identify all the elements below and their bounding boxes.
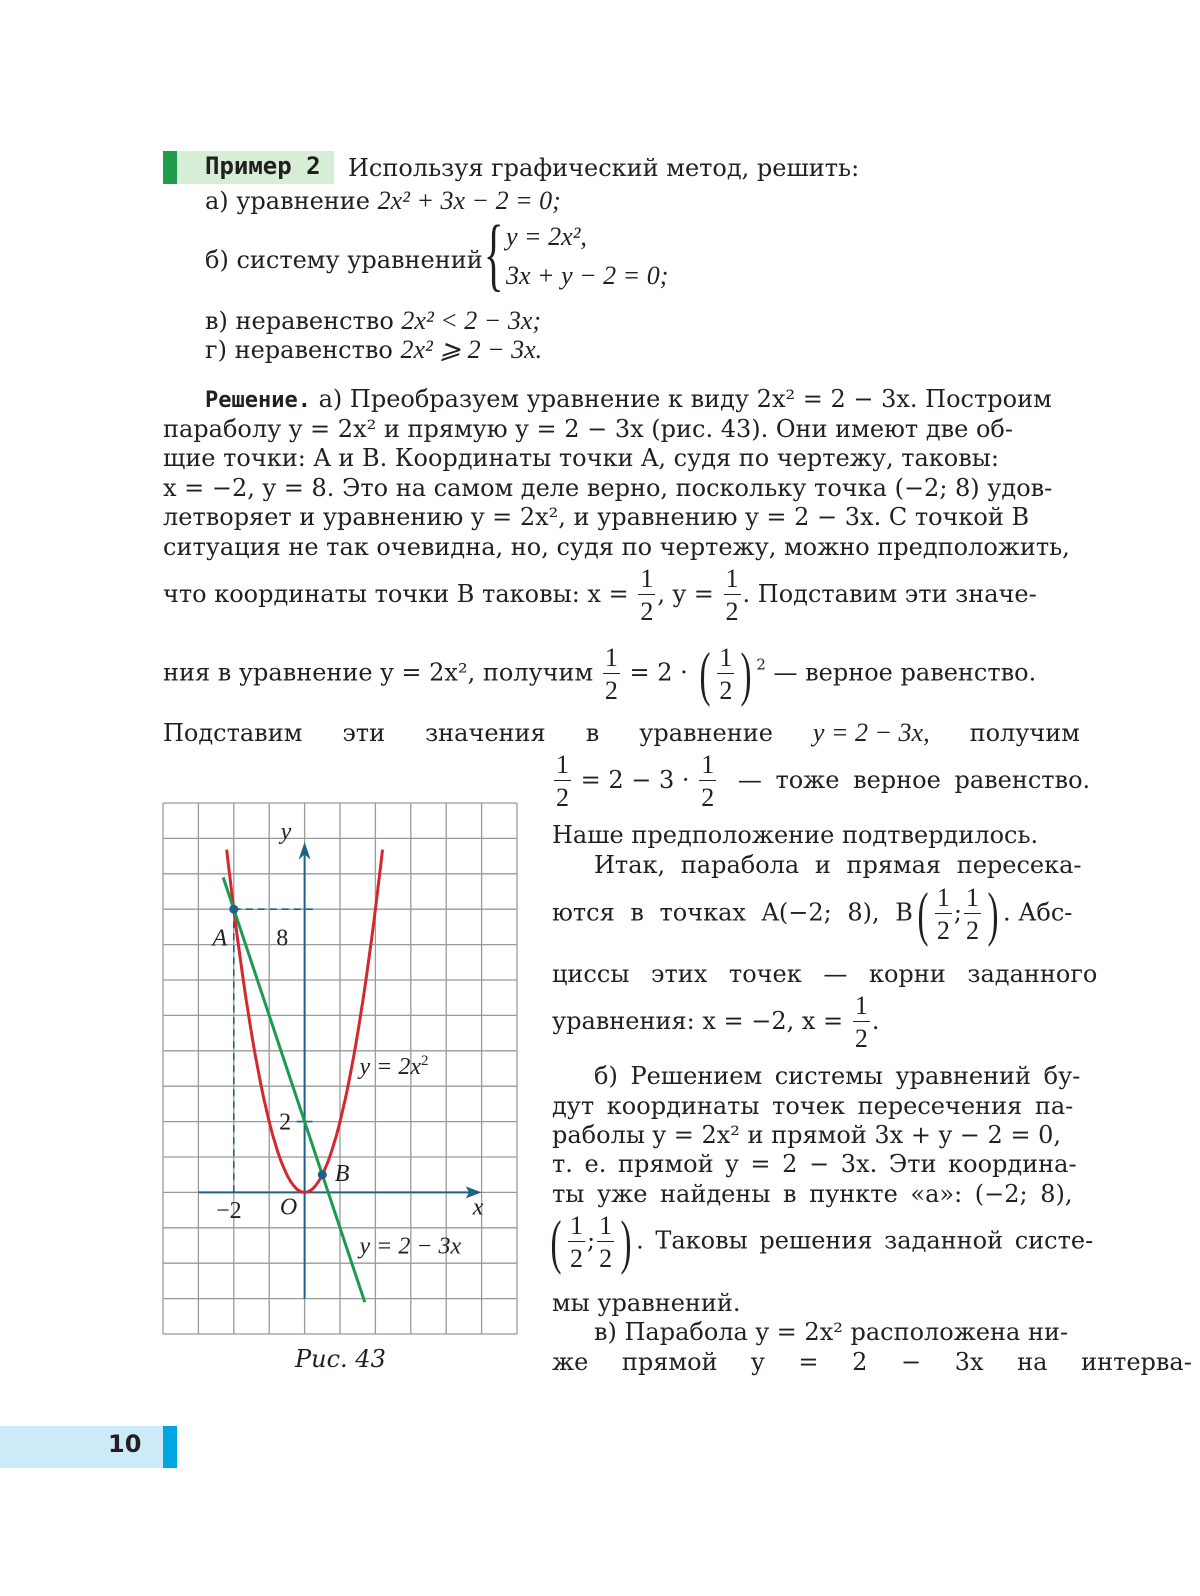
frac-num: 1 xyxy=(556,750,569,779)
left-paren: ( xyxy=(550,1209,562,1275)
frac-num: 1 xyxy=(965,882,979,912)
line13-pre: ются в точках A(−2; 8), B xyxy=(552,898,913,927)
solution-line-14: циссы этих точек — корни заданного xyxy=(552,960,1098,988)
solution-line-6: ситуация не так очевидна, но, судя по чертежу, можно предположить, xyxy=(163,533,1070,561)
part-b-line-6: ( $\frac{1}{2}$ ; $\frac{1}{2}$ ) . Таковы решения заданной систе- xyxy=(550,1209,1094,1275)
line8-pre: ния в уравнение y = 2x², получим xyxy=(163,658,594,687)
frac-num: 1 xyxy=(640,564,654,593)
task-a-prefix: а) уравнение xyxy=(205,187,370,215)
part-b-line-5: ты уже найдены в пункте «а»: (−2; 8), xyxy=(552,1180,1073,1208)
solution-line-10 xyxy=(552,752,1090,811)
line15-post: . xyxy=(871,1007,880,1035)
fraction-half xyxy=(699,752,716,811)
word: эти xyxy=(342,719,386,747)
frac-num: 1 xyxy=(599,1210,613,1240)
word: Подставим xyxy=(163,719,303,747)
example-label xyxy=(177,151,334,184)
solution-line-13: ются в точках A(−2; 8), B( $\frac{1}{2}$ ; $\frac{1}{2}$ ) . Абс- xyxy=(552,881,1073,947)
figure-43-graph xyxy=(162,802,519,1336)
solution-line-4: x = −2, y = 8. Это на самом деле верно, поскольку точка (−2; 8) удов- xyxy=(163,474,1053,502)
line10-post: — тоже верное равенство. xyxy=(737,766,1091,794)
frac-num: 1 xyxy=(936,882,950,912)
x-axis-label: x xyxy=(472,1194,484,1221)
system-eq1: y = 2x², xyxy=(506,222,587,251)
line7-post: . Подставим эти значе- xyxy=(742,580,1037,608)
frac-num: 1 xyxy=(725,564,739,593)
y-axis-label: y xyxy=(280,818,292,845)
fraction-half xyxy=(964,882,981,945)
word: получим xyxy=(969,719,1080,747)
fraction-half xyxy=(554,752,571,811)
frac-den: 2 xyxy=(604,675,618,705)
line-label: y = 2 − 3x xyxy=(359,1233,462,1260)
part-b-line-4: т. е. прямой y = 2 − 3x. Эти координа- xyxy=(552,1150,1077,1178)
fraction-half xyxy=(717,642,734,705)
exponent: 2 xyxy=(756,655,766,674)
fraction-half xyxy=(638,566,655,625)
solution-line-8 xyxy=(163,641,1037,707)
task-c xyxy=(205,306,541,336)
part-b-line-1: б) Решением системы уравнений бу- xyxy=(594,1062,1081,1090)
word: y = 2 − 3x, xyxy=(812,718,930,747)
solution-text: а) Преобразуем уравнение к виду 2x² = 2 − 3x. Построим xyxy=(318,385,1052,413)
part-c-line-2: же прямой y = 2 − 3x на интерва- xyxy=(552,1348,1192,1376)
frac-den: 2 xyxy=(965,915,979,945)
figure-caption: Рис. 43 xyxy=(295,1345,386,1373)
frac-den: 2 xyxy=(719,675,733,705)
point-b xyxy=(318,1170,327,1179)
point-a xyxy=(229,905,238,914)
point-a-label: A xyxy=(212,925,228,952)
solution-line-12: Итак, парабола и прямая пересека- xyxy=(594,851,1082,879)
line-curve xyxy=(223,877,365,1302)
word: в xyxy=(585,719,600,747)
fraction-half xyxy=(853,993,870,1052)
solution-line-9 xyxy=(163,718,1080,748)
system-brace: { xyxy=(483,208,504,299)
parabola-label: $y = 2x^2$ xyxy=(359,1053,429,1081)
frac-den: 2 xyxy=(640,597,654,626)
right-paren: ) xyxy=(987,881,999,947)
solution-line-7 xyxy=(163,566,1037,625)
task-b-prefix: б) систему уравнений xyxy=(205,246,483,274)
solution-line-5: летворяет и уравнению y = 2x², и уравнению y = 2 − 3x. С точкой B xyxy=(163,503,1030,531)
line7-pre: что координаты точки B таковы: x = xyxy=(163,580,629,608)
frac-num: 1 xyxy=(719,642,733,672)
part-b-line-2: дут координаты точек пересечения па- xyxy=(552,1092,1074,1120)
solution-line-2: параболу y = 2x² и прямую y = 2 − 3x (рис. 43). Они имеют две об- xyxy=(163,415,1013,443)
right-paren: ) xyxy=(740,641,752,707)
example-label-text: Пример 2 xyxy=(205,152,321,180)
right-paren: ) xyxy=(620,1209,632,1275)
x-tick-label-neg2: −2 xyxy=(216,1198,242,1225)
task-d-expr: 2x² ⩾ 2 − 3x. xyxy=(400,335,543,364)
fraction-half xyxy=(724,566,741,625)
frac-den: 2 xyxy=(936,915,950,945)
line10-eq: = 2 − 3 · xyxy=(580,766,690,794)
part-b-end: мы уравнений. xyxy=(552,1289,741,1317)
solution-line-3: щие точки: A и B. Координаты точки A, судя по чертежу, таковы: xyxy=(163,444,999,472)
frac-num: 1 xyxy=(701,750,715,779)
example-accent-bar xyxy=(163,151,177,184)
point-b-label: B xyxy=(334,1160,350,1187)
solution-line-15 xyxy=(552,993,879,1052)
frac-num: 1 xyxy=(604,642,618,672)
task-d-prefix: г) неравенство xyxy=(205,336,393,364)
task-a xyxy=(205,186,561,216)
fraction-half xyxy=(597,1210,614,1273)
task-d xyxy=(205,335,542,365)
fraction-half xyxy=(935,882,952,945)
part-b-tail: . Таковы решения заданной систе- xyxy=(636,1226,1094,1255)
frac-num: 1 xyxy=(569,1210,583,1240)
frac-den: 2 xyxy=(599,1243,613,1273)
y-tick-label-2: 2 xyxy=(279,1109,292,1136)
left-paren: ( xyxy=(917,881,929,947)
task-c-prefix: в) неравенство xyxy=(205,307,394,335)
frac-den: 2 xyxy=(701,783,715,812)
line15-pre: уравнения: x = −2, x = xyxy=(552,1007,844,1035)
frac-den: 2 xyxy=(556,783,569,812)
fraction-half xyxy=(603,642,620,705)
system-eq2: 3x + y − 2 = 0; xyxy=(506,261,669,290)
example-task: Используя графический метод, решить: xyxy=(348,154,860,182)
frac-den: 2 xyxy=(854,1024,868,1053)
solution-heading: Решение. xyxy=(205,388,311,413)
left-paren: ( xyxy=(699,641,711,707)
page-number-accent xyxy=(163,1426,177,1468)
line13-post: . Абс- xyxy=(1002,898,1073,927)
task-c-expr: 2x² < 2 − 3x; xyxy=(401,306,542,335)
solution-line-1 xyxy=(205,384,1080,416)
frac-den: 2 xyxy=(569,1243,583,1273)
fraction-half xyxy=(568,1210,585,1273)
grid xyxy=(163,803,517,1334)
line8-post: — верное равенство. xyxy=(773,658,1037,687)
page-number: 10 xyxy=(108,1430,142,1458)
line7-mid: , y = xyxy=(657,580,714,608)
frac-den: 2 xyxy=(725,597,739,626)
origin-label: O xyxy=(279,1194,298,1221)
solution-line-11: Наше предположение подтвердилось. xyxy=(552,821,1039,849)
y-tick-label-8: 8 xyxy=(276,925,289,952)
line8-eq: = 2 · xyxy=(629,658,688,687)
frac-num: 1 xyxy=(854,991,868,1020)
part-b-line-3: раболы y = 2x² и прямой 3x + y − 2 = 0, xyxy=(552,1121,1062,1149)
part-c-line-1: в) Парабола y = 2x² расположена ни- xyxy=(594,1318,1069,1346)
task-a-expr: 2x² + 3x − 2 = 0; xyxy=(377,186,561,215)
word: уравнение xyxy=(639,719,773,747)
word: значения xyxy=(425,719,546,747)
